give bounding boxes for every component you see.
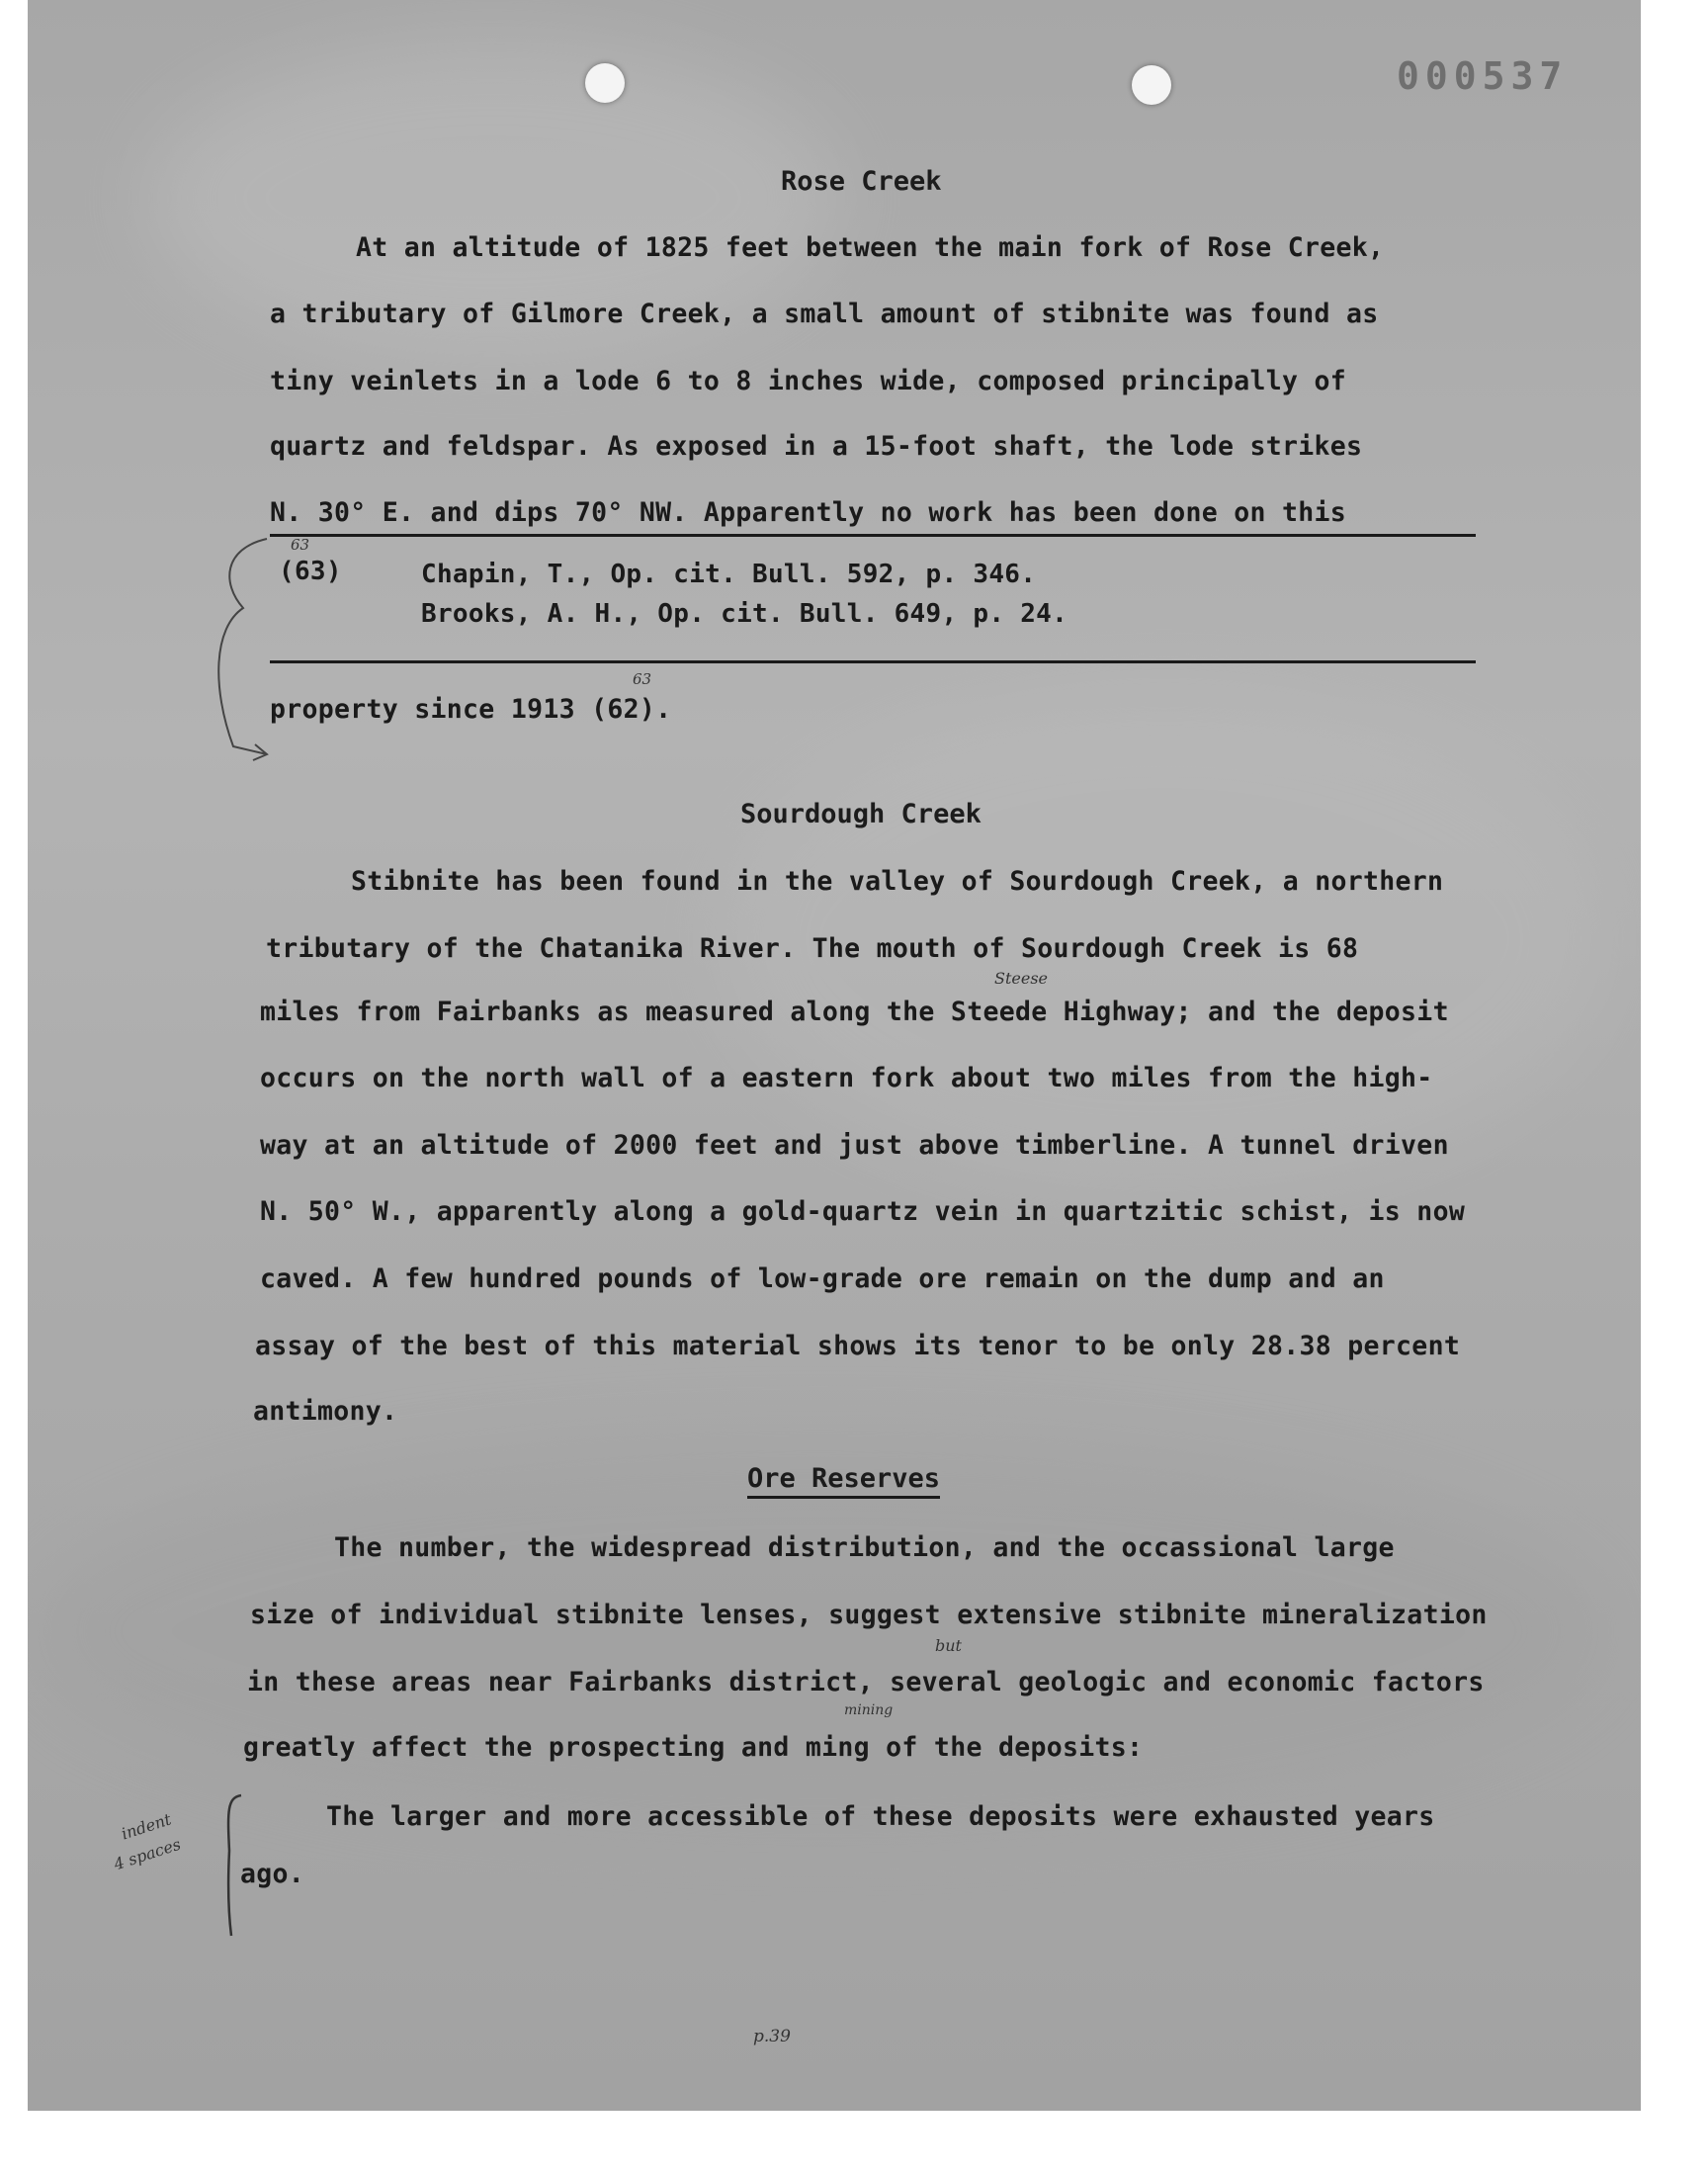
sourdough-line: Stibnite has been found in the valley of Sourdough Creek, a northern	[351, 866, 1444, 897]
punch-hole	[1132, 65, 1171, 105]
sourdough-line: antimony.	[253, 1396, 398, 1427]
page-number: p.39	[753, 2027, 791, 2046]
rose-creek-line: N. 30° E. and dips 70° NW. Apparently no work has been done on this	[270, 497, 1347, 528]
sourdough-line: occurs on the north wall of a eastern fork about two miles from the high-	[260, 1063, 1433, 1093]
footnote-rule-top	[270, 534, 1476, 537]
sourdough-line: N. 50° W., apparently along a gold-quartz vein in quartzitic schist, is now	[260, 1196, 1466, 1227]
page-stamp: 000537	[1397, 54, 1569, 98]
ore-reserves-heading: Ore Reserves	[747, 1463, 940, 1499]
margin-note: indent	[119, 1809, 174, 1844]
rose-creek-line: a tributary of Gilmore Creek, a small amount of stibnite was found as	[270, 299, 1379, 329]
margin-note: 4 spaces	[111, 1834, 184, 1874]
document-sheet	[28, 0, 1641, 2111]
ore-reserves-line: size of individual stibnite lenses, suggest extensive stibnite mineralization	[250, 1600, 1488, 1630]
sourdough-line: tributary of the Chatanika River. The mouth of Sourdough Creek is 68	[266, 933, 1359, 964]
rose-creek-continuation: property since 1913 (62).	[270, 694, 672, 725]
rose-creek-line: tiny veinlets in a lode 6 to 8 inches wide, composed principally of	[270, 366, 1347, 396]
margin-arrow	[204, 529, 283, 761]
ore-reserves-line: ago.	[240, 1859, 305, 1889]
sourdough-creek-heading: Sourdough Creek	[740, 799, 982, 829]
ore-reserves-line: The number, the widespread distribution, and the occassional large	[334, 1532, 1395, 1563]
correction-mining: mining	[844, 1702, 894, 1718]
rose-creek-heading: Rose Creek	[781, 166, 942, 197]
ore-reserves-line: greatly affect the prospecting and ming of the deposits:	[243, 1732, 1144, 1763]
citation-correction: 63	[633, 670, 652, 688]
sourdough-line: caved. A few hundred pounds of low-grade ore remain on the dump and an	[260, 1263, 1385, 1294]
sourdough-line: assay of the best of this material shows its tenor to be only 28.38 percent	[255, 1331, 1461, 1361]
rose-creek-line: quartz and feldspar. As exposed in a 15-foot shaft, the lode strikes	[270, 431, 1363, 462]
margin-bracket	[217, 1791, 247, 1940]
footnote-text: Chapin, T., Op. cit. Bull. 592, p. 346.	[421, 560, 1037, 589]
sourdough-line: miles from Fairbanks as measured along the Steede Highway; and the deposit	[260, 997, 1449, 1027]
ore-reserves-line: The larger and more accessible of these deposits were exhausted years	[326, 1801, 1435, 1832]
rose-creek-line: At an altitude of 1825 feet between the main fork of Rose Creek,	[356, 232, 1385, 263]
sourdough-line: way at an altitude of 2000 feet and just above timberline. A tunnel driven	[260, 1130, 1449, 1161]
punch-hole	[585, 63, 625, 103]
footnote-correction: 63	[291, 536, 310, 554]
footnote-text: Brooks, A. H., Op. cit. Bull. 649, p. 24.	[421, 599, 1068, 629]
correction-but: but	[935, 1636, 962, 1655]
footnote-number: (63)	[279, 557, 342, 586]
footnote-rule-bottom	[270, 660, 1476, 663]
correction-steese: Steese	[994, 969, 1049, 988]
ore-reserves-line: in these areas near Fairbanks district, several geologic and economic factors	[247, 1667, 1485, 1697]
